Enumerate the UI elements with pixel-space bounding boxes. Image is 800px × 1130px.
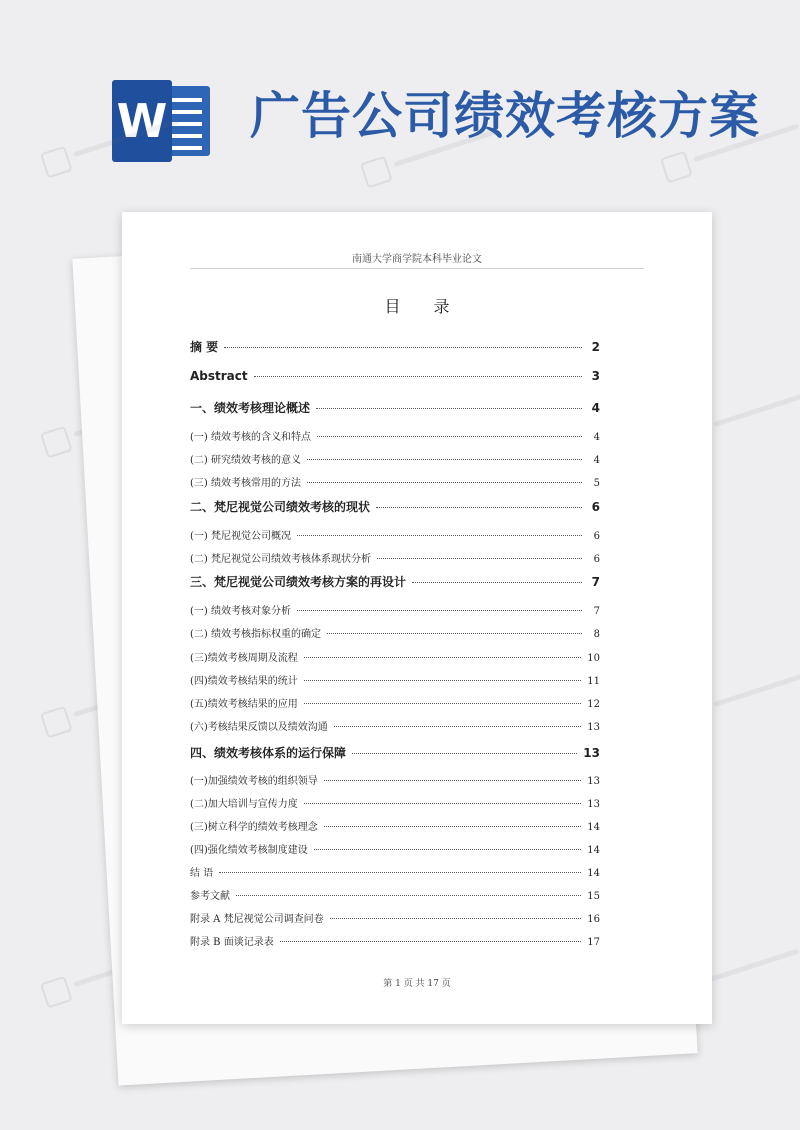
toc-entry-label: Abstract <box>190 369 248 383</box>
toc-entry-page: 10 <box>587 653 600 664</box>
banner <box>0 0 800 200</box>
toc-entry-label: 四、绩效考核体系的运行保障 <box>190 746 347 760</box>
toc-entry-page: 6 <box>591 500 600 514</box>
toc-entry-page: 2 <box>591 340 600 354</box>
toc-entry <box>190 451 600 466</box>
toc-entry-label: (二) 研究绩效考核的意义 <box>190 455 301 466</box>
toc-leader <box>412 582 582 583</box>
word-icon-line <box>168 146 202 150</box>
toc-leader <box>307 459 582 460</box>
toc-entry <box>190 573 600 590</box>
toc-entry <box>190 602 600 617</box>
toc-leader <box>304 657 581 658</box>
toc-entry-page: 7 <box>591 575 600 589</box>
toc-entry-label: (二) 绩效考核指标权重的确定 <box>190 629 321 640</box>
toc-entry <box>190 818 600 833</box>
toc-entry-page: 13 <box>587 799 600 810</box>
toc-entry-page: 14 <box>587 845 600 856</box>
toc-entry-page: 4 <box>593 455 600 466</box>
toc-entry-page: 6 <box>593 554 600 565</box>
toc-leader <box>236 895 581 896</box>
toc-entry-label: (六)考核结果反馈以及绩效沟通 <box>190 722 328 733</box>
toc-leader <box>317 436 582 437</box>
toc-entry-page: 13 <box>587 776 600 787</box>
toc-entry <box>190 887 600 902</box>
toc-leader <box>280 941 582 942</box>
toc-entry-label: (四)绩效考核结果的统计 <box>190 676 298 687</box>
word-icon-line <box>168 98 202 102</box>
toc-entry-page: 11 <box>587 676 600 687</box>
toc-leader <box>376 507 582 508</box>
banner-title: 广告公司绩效考核方案 <box>250 86 760 145</box>
page-footer: 第 1 页 共 17 页 <box>383 979 451 989</box>
toc-entry-label: (一) 绩效考核的含义和特点 <box>190 432 311 443</box>
toc-entry-page: 14 <box>587 822 600 833</box>
toc-entry-page: 16 <box>587 914 600 925</box>
toc-leader <box>334 726 581 727</box>
toc-entry <box>190 744 600 761</box>
toc-entry-label: 二、梵尼视觉公司绩效考核的现状 <box>190 500 371 514</box>
toc-entry-page: 15 <box>587 891 600 902</box>
toc-entry-page: 7 <box>593 606 600 617</box>
toc-entry <box>190 910 600 925</box>
toc-entry-page: 6 <box>593 531 600 542</box>
word-icon-letter: W <box>112 80 172 162</box>
toc-entry <box>190 550 600 565</box>
toc-entry <box>190 498 600 515</box>
toc-title: 目 录 <box>384 297 464 316</box>
toc-entry <box>190 718 600 733</box>
toc-entry <box>190 795 600 810</box>
toc-entry <box>190 672 600 687</box>
document-header: 南通大学商学院本科毕业论文 <box>352 254 482 265</box>
toc-leader <box>219 872 581 873</box>
toc-entry <box>190 428 600 443</box>
toc-leader <box>330 918 582 919</box>
toc-leader <box>377 558 582 559</box>
toc-entry-label: (三) 绩效考核常用的方法 <box>190 478 301 489</box>
toc-entry <box>190 772 600 787</box>
toc-leader <box>324 780 581 781</box>
toc-entry-page: 3 <box>591 369 600 383</box>
toc-entry-label: 附录 A 梵尼视觉公司调查问卷 <box>190 914 324 925</box>
toc-leader <box>352 753 577 754</box>
toc-entry-label: (三)树立科学的绩效考核理念 <box>190 822 318 833</box>
toc-entry-label: 一、绩效考核理论概述 <box>190 401 311 415</box>
word-icon-line <box>168 134 202 138</box>
toc-entry <box>190 864 600 879</box>
toc-leader <box>304 703 581 704</box>
toc-entry-page: 4 <box>591 401 600 415</box>
word-icon-line <box>168 110 202 114</box>
toc-entry <box>190 399 600 416</box>
toc-entry-label: 三、梵尼视觉公司绩效考核方案的再设计 <box>190 575 407 589</box>
toc-entry <box>190 625 600 640</box>
toc-leader <box>224 347 582 348</box>
toc-entry-label: (二)加大培训与宣传力度 <box>190 799 298 810</box>
toc-entry <box>190 338 600 355</box>
document-page <box>122 212 712 1024</box>
toc-entry-page: 5 <box>593 478 600 489</box>
toc-entry <box>190 369 600 383</box>
toc-leader <box>297 610 582 611</box>
toc-entry-page: 14 <box>587 868 600 879</box>
toc-entry <box>190 527 600 542</box>
toc-entry <box>190 841 600 856</box>
toc-leader <box>314 849 581 850</box>
header-rule <box>190 268 644 269</box>
toc-leader <box>316 408 582 409</box>
toc-leader <box>307 482 582 483</box>
word-icon <box>112 80 210 162</box>
toc-leader <box>304 803 581 804</box>
toc-entry-label: (一) 梵尼视觉公司概况 <box>190 531 291 542</box>
toc-leader <box>297 535 582 536</box>
toc-entry-page: 8 <box>593 629 600 640</box>
toc-entry-label: (四)强化绩效考核制度建设 <box>190 845 308 856</box>
toc-entry-label: (三)绩效考核周期及流程 <box>190 653 298 664</box>
toc-entry-label: 参考文献 <box>190 891 230 902</box>
toc-entry <box>190 695 600 710</box>
toc-entry-label: (二) 梵尼视觉公司绩效考核体系现状分析 <box>190 554 371 565</box>
toc-entry-label: (一) 绩效考核对象分析 <box>190 606 291 617</box>
toc-entry-label: 摘 要 <box>190 340 219 354</box>
toc-entry-label: 附录 B 面谈记录表 <box>190 937 274 948</box>
toc-entry-label: (五)绩效考核结果的应用 <box>190 699 298 710</box>
word-icon-line <box>168 122 202 126</box>
toc-leader <box>304 680 581 681</box>
toc-entry-page: 12 <box>587 699 600 710</box>
toc-entry-page: 4 <box>593 432 600 443</box>
toc-entry <box>190 933 600 948</box>
toc-entry-page: 13 <box>583 746 600 760</box>
toc-entry-page: 13 <box>587 722 600 733</box>
toc-entry <box>190 474 600 489</box>
toc-entry-page: 17 <box>587 937 600 948</box>
toc-entry-label: 结 语 <box>190 868 214 879</box>
toc-entry <box>190 649 600 664</box>
toc-leader <box>254 376 582 377</box>
toc-leader <box>327 633 582 634</box>
toc-entry-label: (一)加强绩效考核的组织领导 <box>190 776 318 787</box>
toc-leader <box>324 826 581 827</box>
